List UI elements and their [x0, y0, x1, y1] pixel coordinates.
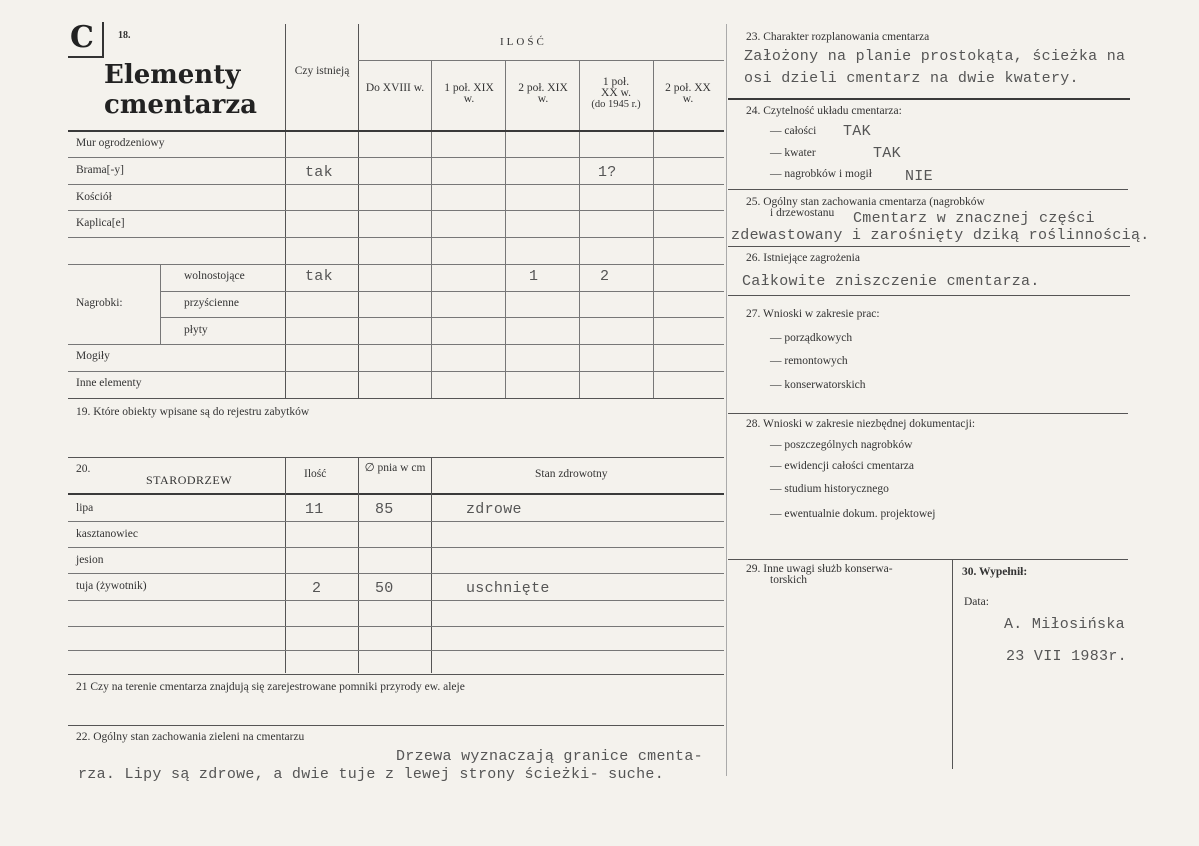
row-wolnostojace: wolnostojące [184, 270, 245, 282]
row-plyty: płyty [184, 324, 208, 336]
trees-row-line [68, 547, 724, 548]
trees-col-divider-3 [431, 457, 432, 673]
trees-row-line [68, 626, 724, 627]
tree-state: uschnięte [466, 580, 550, 597]
row-brama: Brama[-y] [76, 164, 124, 176]
tree-name: jesion [76, 554, 104, 566]
trees-row-line [68, 600, 724, 601]
col4-header-a: 1 poł. [602, 76, 630, 88]
ilosc-header: ILOŚĆ [500, 36, 547, 48]
col-divider-5 [579, 60, 580, 398]
q28-label: 28. Wnioski w zakresie niezbędnej dokumentacji: [746, 418, 976, 430]
q30-date: 23 VII 1983r. [1006, 648, 1127, 665]
tree-name: kasztanowiec [76, 528, 138, 540]
col5-header: 2 poł. XX w. [665, 82, 711, 105]
q19-label: 19. Które obiekty wpisane są do rejestru zabytków [76, 406, 310, 418]
trees-bottom-line [68, 674, 724, 675]
row-line [68, 237, 724, 238]
q28-item: — ewidencji całości cmentarza [770, 460, 914, 472]
q24-bottom-line [728, 189, 1128, 190]
q27-bottom-line [728, 413, 1128, 414]
q24-kwater-value: TAK [873, 145, 901, 162]
col4-header-b: XX w. [601, 87, 631, 99]
row-mur: Mur ogrodzeniowy [76, 137, 165, 149]
trees-qty-header: Ilość [304, 468, 327, 480]
tree-name: tuja (żywotnik) [76, 580, 147, 592]
row-line [68, 344, 724, 345]
row-kosciol: Kościół [76, 191, 112, 203]
q24-calosci: — całości [770, 125, 817, 137]
q28-item: — ewentualnie dokum. projektowej [770, 508, 936, 520]
row-nagrobki: Nagrobki: [76, 297, 123, 309]
brama-exists-value: tak [305, 164, 333, 181]
q27-label: 27. Wnioski w zakresie prac: [746, 308, 880, 320]
row-mogily: Mogiły [76, 350, 110, 362]
q24-calosci-value: TAK [843, 123, 871, 140]
q23-text-line2: osi dzieli cmentarz na dwie kwatery. [744, 70, 1079, 87]
row-line [68, 157, 724, 158]
wolnostojace-exists-value: tak [305, 268, 333, 285]
col-divider-3 [431, 60, 432, 398]
col3-header: 2 poł. XIX w. [518, 82, 568, 105]
q25-bottom-line [728, 246, 1130, 247]
row-inne: Inne elementy [76, 377, 142, 389]
q25-text-line2: zdewastowany i zarośnięty dziką roślinnością. [731, 227, 1150, 244]
brama-col4-value: 1? [598, 164, 617, 181]
trees-col-divider-2 [358, 457, 359, 673]
q24-nagrobkow: — nagrobków i mogił [770, 168, 872, 180]
q24-nagrobkow-value: NIE [905, 168, 933, 185]
col-divider-2 [358, 24, 359, 398]
trees-row-line [68, 650, 724, 651]
letter-box-side [102, 22, 104, 58]
q22-right-border [726, 24, 727, 776]
trees-col-divider-1 [285, 457, 286, 673]
q30-label: 30. Wypełnił: [962, 566, 1028, 578]
col2-header: 1 poł. XIX w. [444, 82, 494, 105]
tree-diam: 50 [375, 580, 394, 597]
q29-divider [952, 559, 953, 769]
q25-label-2: i drzewostanu [770, 207, 835, 219]
q28-item: — studium historycznego [770, 483, 889, 495]
q23-bottom-line [728, 98, 1130, 100]
q21-bottom-line [68, 725, 724, 726]
wolnostojace-col4-value: 2 [600, 268, 610, 285]
row-przyscienne: przyścienne [184, 297, 239, 309]
tree-name: lipa [76, 502, 94, 514]
q26-label: 26. Istniejące zagrożenia [746, 252, 860, 264]
q21-label: 21 Czy na terenie cmentarza znajdują się zarejestrowane pomniki przyrody ew. aleje [76, 681, 465, 693]
col4-header-c: (do 1945 r.) [591, 99, 641, 110]
title-line-2: cmentarza [104, 90, 257, 120]
trees-title: STARODRZEW [146, 473, 233, 487]
trees-diam-header: ∅ pnia w cm [364, 462, 426, 474]
q23-text-line1: Założony na planie prostokąta, ścieżka na [744, 48, 1126, 65]
tree-diam: 85 [375, 501, 394, 518]
q28-item: — poszczególnych nagrobków [770, 439, 913, 451]
header-bottom-line [68, 130, 724, 132]
row-line [68, 371, 724, 372]
q29-label-1: 29. Inne uwagi służb konserwa- [746, 563, 893, 575]
q22-label: 22. Ogólny stan zachowania zieleni na cmentarzu [76, 731, 305, 743]
trees-header-line [68, 493, 724, 495]
trees-state-header: Stan zdrowotny [535, 468, 608, 480]
col-divider-4 [505, 60, 506, 398]
row-line [68, 264, 724, 265]
table-bottom-line [68, 398, 724, 399]
title-line-1: Elementy [104, 60, 241, 90]
q30-date-label: Data: [964, 596, 989, 608]
row-kaplica: Kaplica[e] [76, 217, 125, 229]
col-divider-6 [653, 60, 654, 398]
letter-box-line [68, 56, 104, 58]
row-line [68, 210, 724, 211]
page-title [104, 60, 257, 120]
row-line [160, 291, 724, 292]
exists-header: Czy istnieją [294, 65, 350, 77]
tree-state: zdrowe [466, 501, 522, 518]
q24-label: 24. Czytelność układu cmentarza: [746, 105, 902, 117]
q19-bottom-line [68, 457, 724, 458]
q25-text-line1: Cmentarz w znacznej części [853, 210, 1095, 227]
q24-kwater: — kwater [770, 147, 816, 159]
q26-bottom-line [728, 295, 1130, 296]
wolnostojace-col3-value: 1 [529, 268, 539, 285]
col1-header: Do XVIII w. [365, 82, 425, 94]
section-number: 18. [118, 30, 131, 41]
nagrobki-divider [160, 264, 161, 344]
q22-text-line1: Drzewa wyznaczają granice cmenta- [396, 748, 703, 765]
row-line [160, 317, 724, 318]
q28-bottom-line [728, 559, 1128, 560]
q27-item: — porządkowych [770, 332, 853, 344]
row-line [68, 184, 724, 185]
trees-row-line [68, 573, 724, 574]
q30-name: A. Miłosińska [1004, 616, 1125, 633]
q23-label: 23. Charakter rozplanowania cmentarza [746, 31, 930, 43]
section-letter: C [70, 20, 94, 55]
tree-qty: 11 [305, 501, 324, 518]
q29-label-2: torskich [770, 574, 808, 586]
q25-label-1: 25. Ogólny stan zachowania cmentarza (nagrobków [746, 196, 985, 208]
q22-text-line2: rza. Lipy są zdrowe, a dwie tuje z lewej strony ścieżki- suche. [78, 766, 664, 783]
col-divider-1 [285, 24, 286, 398]
q27-item: — konserwatorskich [770, 379, 866, 391]
ilosc-underline [358, 60, 724, 61]
tree-qty: 2 [312, 580, 322, 597]
q26-value: Całkowite zniszczenie cmentarza. [742, 273, 1040, 290]
trees-row-line [68, 521, 724, 522]
q27-item: — remontowych [770, 355, 848, 367]
trees-number: 20. [76, 463, 91, 475]
